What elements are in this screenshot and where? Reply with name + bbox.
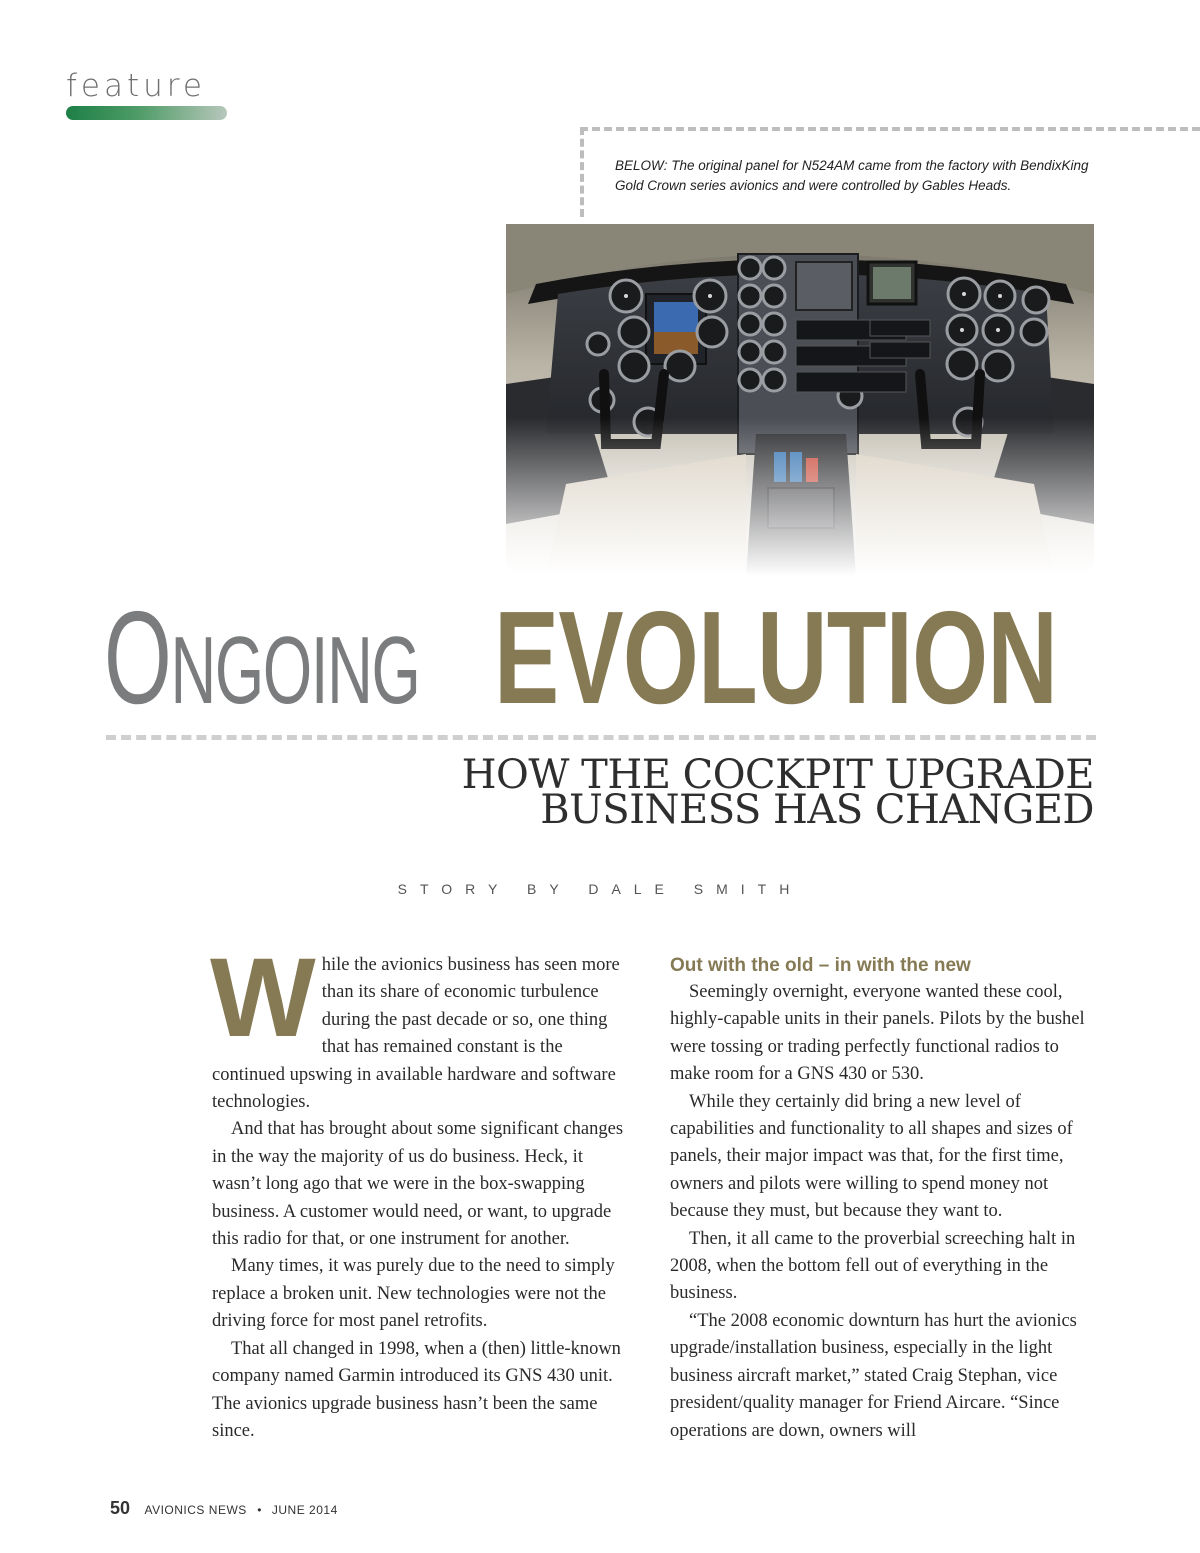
subhead: Out with the old – in with the new: [670, 955, 971, 976]
paragraph: Many times, it was purely due to the need to simply replace a broken unit. New technologies were not the driving force for most panel retrofits.: [212, 1256, 615, 1332]
byline: STORY BY DALE SMITH: [397, 881, 803, 897]
right-column: [670, 952, 1090, 1445]
headline-bold: EVOLUTION: [494, 584, 1058, 731]
publication-name: AVIONICS NEWS: [144, 1503, 247, 1517]
issue-date: JUNE 2014: [271, 1503, 338, 1517]
deck: [334, 752, 1094, 833]
paragraph: And that has brought about some significant changes in the way the majority of us do business. Heck, it wasn’t long ago that we were in the box-swapping business. A customer would need, or want, to upgrade this radio for that, or one instrument for another.: [212, 1119, 624, 1250]
folio: [110, 1498, 338, 1519]
folio-separator: •: [257, 1503, 262, 1517]
drop-cap: W: [210, 935, 316, 1060]
paragraph: While they certainly did bring a new level of capabilities and functionality to all shapes and sizes of panels, their major impact was that, for the first time, owners and pilots were willing to spend money not because they must, but because they want to.: [670, 1091, 1073, 1222]
left-column: [210, 935, 632, 1445]
section-bar: [66, 106, 227, 120]
paragraph: Seemingly overnight, everyone wanted these cool, highly-capable units in their panels. Pilots by the bushel were tossing or trading perfectly functional radios to make room for a GNS 430 or 530.: [670, 982, 1085, 1085]
paragraph: That all changed in 1998, when a (then) little-known company named Garmin introduced its GNS 430 unit. The avionics upgrade business hasn’t been the same since.: [212, 1338, 621, 1441]
headline-light: ONGOING: [104, 584, 420, 731]
deck-line-1: HOW THE COCKPIT UPGRADE: [461, 752, 1094, 798]
paragraph: “The 2008 economic downturn has hurt the avionics upgrade/installation business, especially in the light business aircraft market,” stated Craig Stephan, vice president/quality manager for Friend Aircare. “Since operations are down, owners will: [670, 1310, 1077, 1441]
paragraph: Then, it all came to the proverbial screeching halt in 2008, when the bottom fell out of everything in the business.: [670, 1228, 1076, 1304]
page-number: 50: [110, 1498, 131, 1518]
headline-divider: [106, 735, 1096, 740]
paragraph-text: hile the avionics business has seen more than its share of economic turbulence during the past decade or so, one thing that has remained constant is the continued upswing in available hardware and software technologies.: [212, 955, 620, 1113]
photo-caption: BELOW: The original panel for N524AM came from the factory with BendixKing Gold Crown series avionics and were controlled by Gables Heads.: [615, 158, 1089, 193]
cockpit-photo: [506, 224, 1094, 576]
headline: [104, 584, 1096, 731]
paragraph: [210, 935, 632, 1116]
section-label: feature: [66, 68, 206, 104]
headline-light-rest: NGOING: [170, 617, 420, 724]
deck-line-2: BUSINESS HAS CHANGED: [540, 787, 1094, 833]
